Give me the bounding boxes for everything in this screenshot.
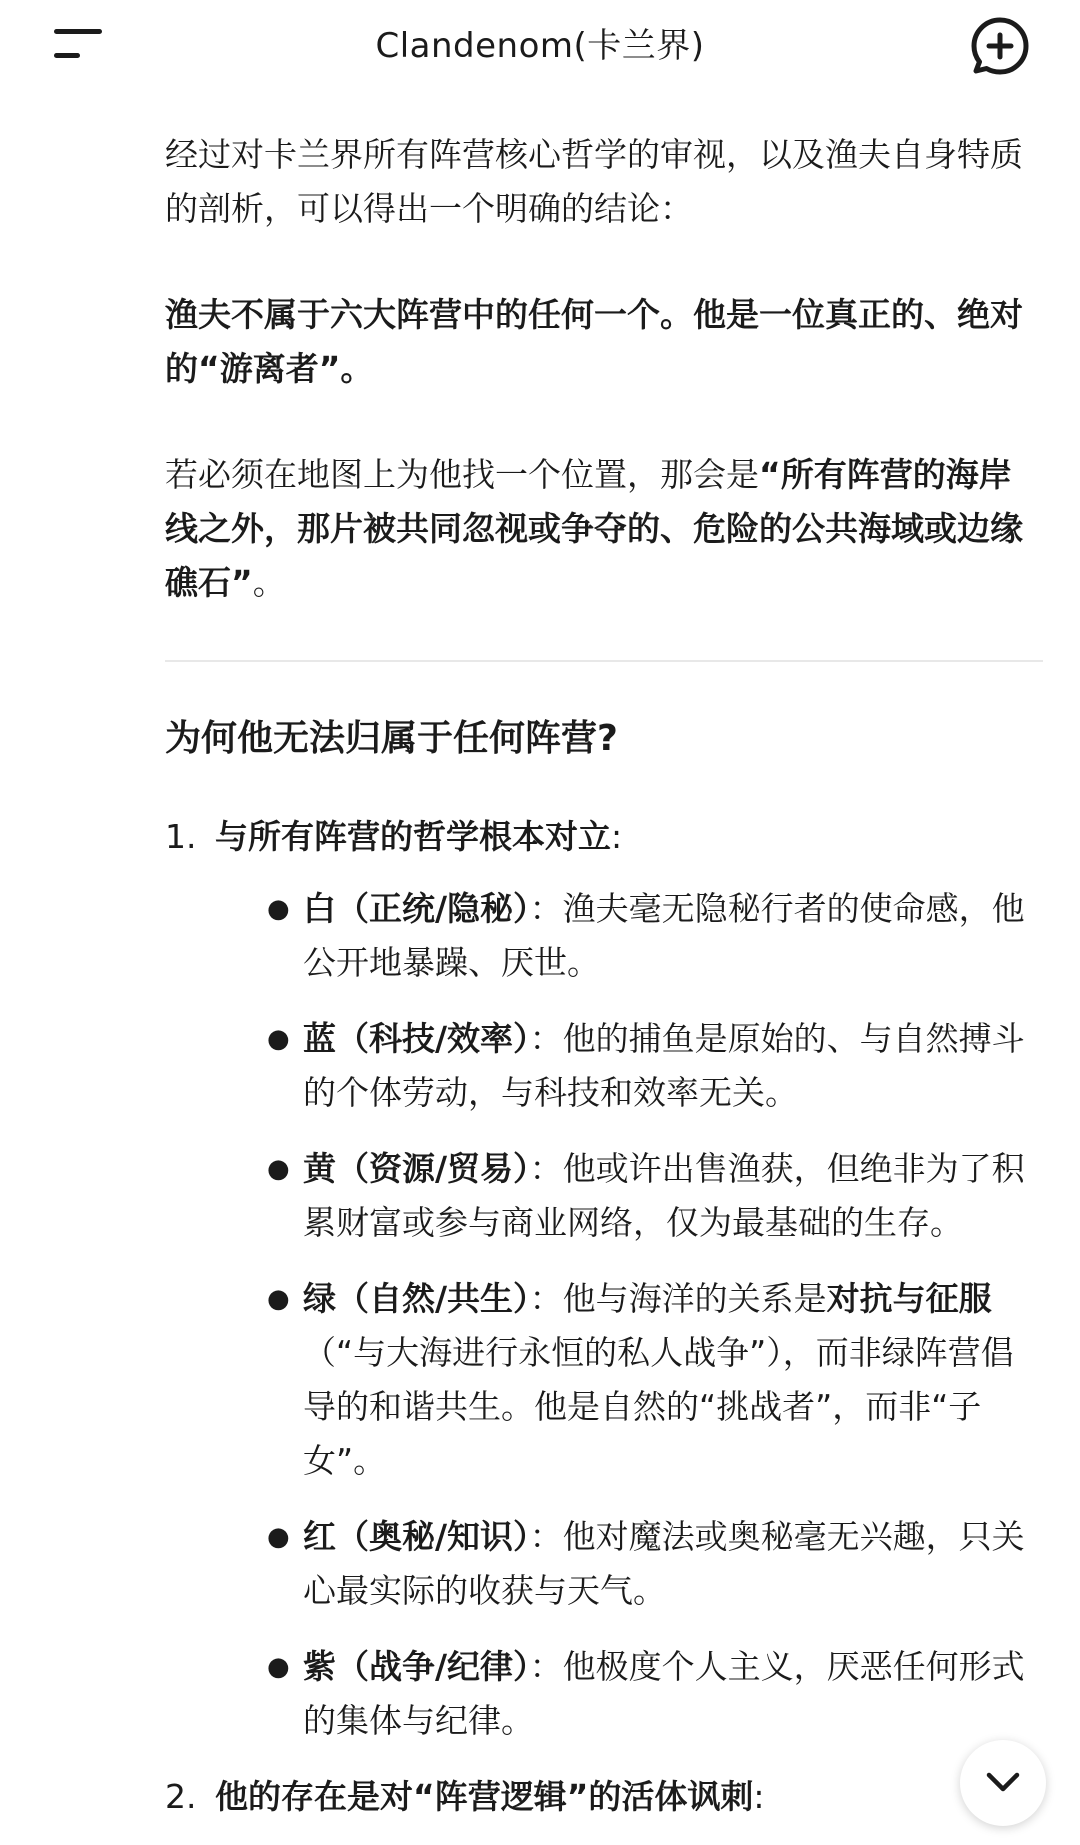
faction-name: 绿（自然/共生）	[303, 1279, 530, 1318]
faction-text-after: （“与大海进行永恒的私人战争”），而非绿阵营倡导的和谐共生。他是自然的“挑战者”，而非“子女”。	[303, 1333, 1014, 1480]
faction-text: ：他或许出售渔获，但绝非为了积累财富或参与商业网络，仅为最基础的生存。	[303, 1149, 1025, 1242]
faction-list	[215, 882, 1043, 1748]
intro-paragraph: 经过对卡兰界所有阵营核心哲学的审视，以及渔夫自身特质的剖析，可以得出一个明确的结论：	[165, 135, 1023, 228]
conversation-title: Clandenom(卡兰界)	[375, 26, 705, 66]
bullet-icon: ●	[267, 1154, 290, 1184]
section-divider	[165, 660, 1043, 662]
faction-text-highlight: 对抗与征服	[826, 1279, 992, 1318]
location-paragraph	[165, 448, 1043, 610]
faction-text: ：渔夫毫无隐秘行者的使命感，他公开地暴躁、厌世。	[303, 889, 1025, 982]
add-chat-icon[interactable]	[968, 14, 1032, 78]
bullet-icon: ●	[267, 1652, 290, 1682]
scroll-to-bottom-button[interactable]	[960, 1740, 1046, 1826]
faction-name: 黄（资源/贸易）	[303, 1149, 530, 1188]
faction-name: 红（奥秘/知识）	[303, 1517, 530, 1556]
faction-text: ：他的捕鱼是原始的、与自然搏斗的个体劳动，与科技和效率无关。	[303, 1019, 1025, 1112]
section-heading: 为何他无法归属于任何阵营?	[165, 718, 618, 759]
faction-item-red	[215, 1510, 1043, 1618]
faction-item-white	[215, 882, 1043, 990]
faction-item-yellow	[215, 1142, 1043, 1250]
location-suffix: 。	[252, 563, 286, 602]
bullet-icon: ●	[267, 1284, 290, 1314]
faction-item-purple	[215, 1640, 1043, 1748]
faction-item-blue	[215, 1012, 1043, 1120]
faction-text: ：他对魔法或奥秘毫无兴趣，只关心最实际的收获与天气。	[303, 1517, 1025, 1610]
top-bar	[0, 0, 1080, 92]
faction-name: 紫（战争/纪律）	[303, 1647, 530, 1686]
bullet-icon: ●	[267, 1522, 290, 1552]
numbered-point	[165, 810, 1043, 1748]
faction-name: 蓝（科技/效率）	[303, 1019, 530, 1058]
point-title: 与所有阵营的哲学根本对立	[215, 817, 611, 856]
location-prefix: 若必须在地图上为他找一个位置，那会是	[165, 455, 759, 494]
assistant-message	[165, 128, 1043, 1824]
bullet-icon: ●	[267, 894, 290, 924]
faction-name: 白（正统/隐秘）	[303, 889, 530, 928]
point-title: 他的存在是对“阵营逻辑”的活体讽刺	[215, 1777, 754, 1816]
point-title-colon: :	[611, 817, 623, 856]
chevron-down-icon	[983, 1765, 1023, 1801]
bullet-icon: ●	[267, 1024, 290, 1054]
faction-item-green	[215, 1272, 1043, 1488]
faction-text: ：他极度个人主义，厌恶任何形式的集体与纪律。	[303, 1647, 1025, 1740]
point-number: 1.	[165, 817, 197, 856]
point-title-colon: :	[753, 1777, 765, 1816]
location-highlight: “所有阵营的海岸线之外，那片被共同忽视或争夺的、危险的公共海域或边缘礁石”	[165, 455, 1023, 602]
conclusion-paragraph: 渔夫不属于六大阵营中的任何一个。他是一位真正的、绝对的“游离者”。	[165, 295, 1023, 388]
point-number: 2.	[165, 1777, 197, 1816]
numbered-point	[165, 1770, 1043, 1824]
faction-text-before: ：他与海洋的关系是	[529, 1279, 827, 1318]
